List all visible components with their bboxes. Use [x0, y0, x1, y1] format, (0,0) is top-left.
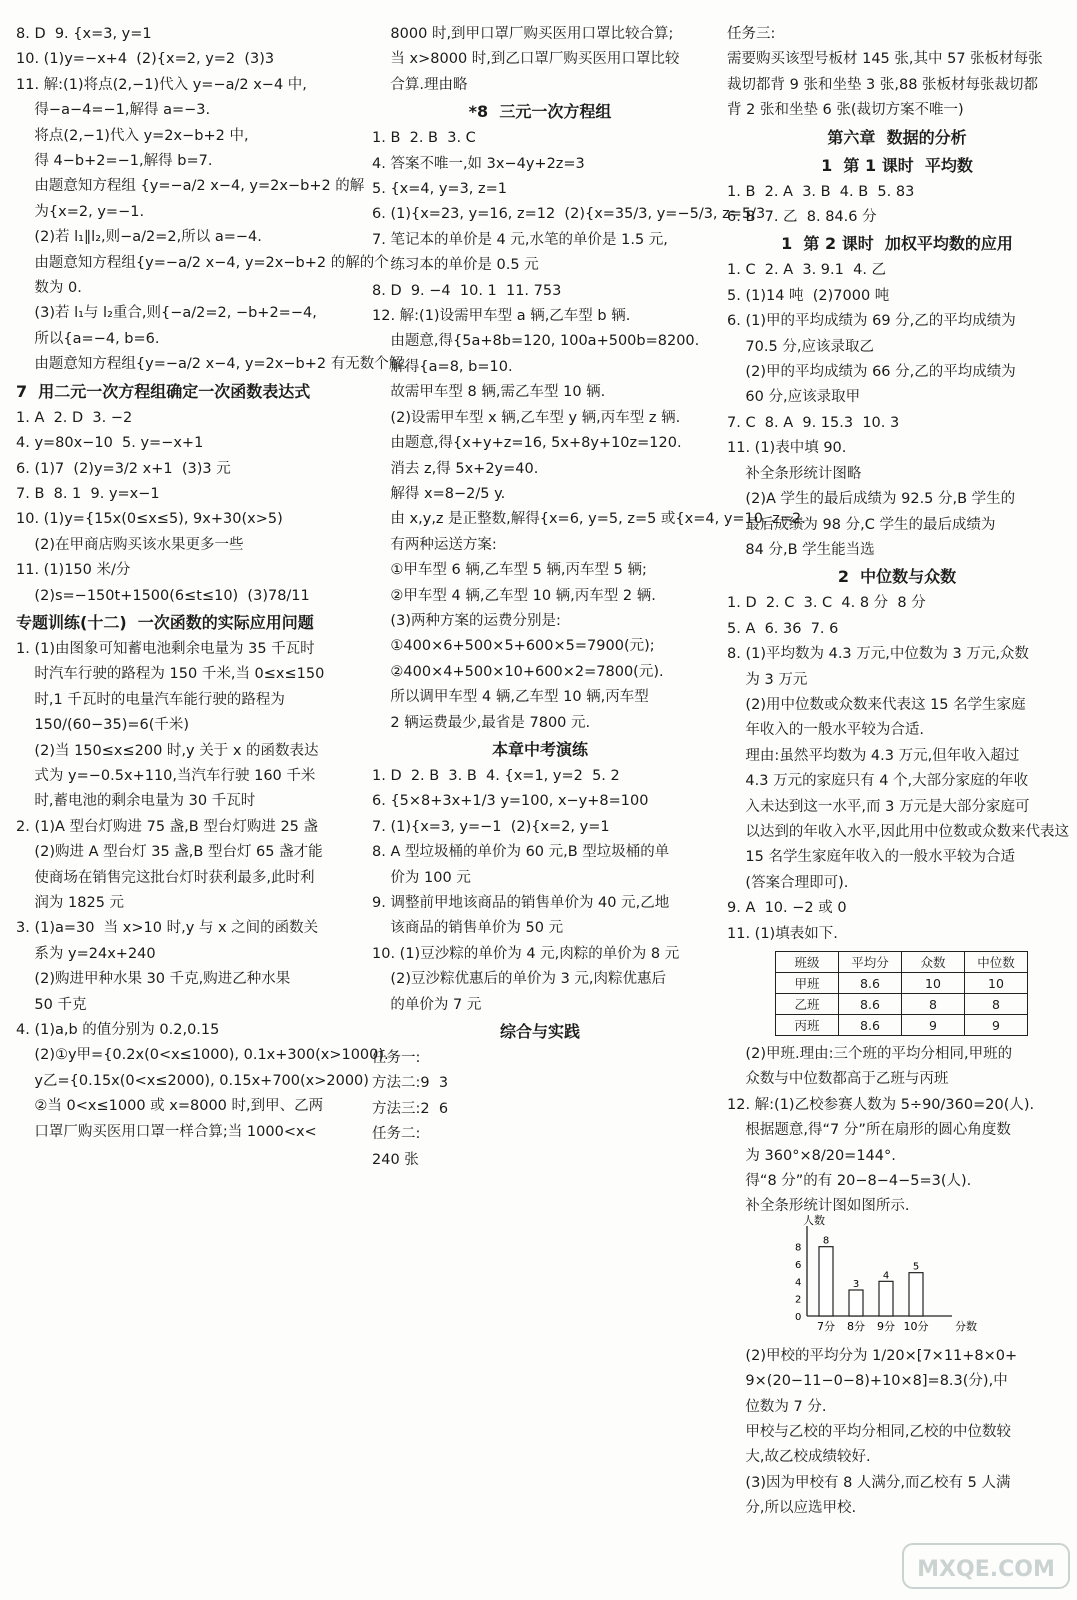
table-cell: 9 — [965, 1015, 1028, 1036]
answer-line: 由题意,得{x+y+z=16, 5x+8y+10z=120. — [372, 435, 682, 452]
section-heading: 本章中考演练 — [491, 739, 588, 759]
answer-line: 8. (1)平均数为 4.3 万元,中位数为 3 万元,众数 — [727, 646, 1029, 663]
answer-line: 1. D 2. B 3. B 4. {x=1, y=2 5. 2 — [372, 767, 620, 784]
answer-line: 故需甲车型 8 辆,需乙车型 10 辆. — [372, 384, 606, 401]
answer-line: 1. D 2. C 3. C 4. 8 分 8 分 — [727, 595, 926, 612]
svg-text:MXQE.COM: MXQE.COM — [917, 1557, 1055, 1582]
answer-line: 8000 时,到甲口罩厂购买医用口罩比较合算; — [372, 26, 674, 42]
answer-line: 由题意知方程组 {y=−a/2 x−4, y=2x−b+2 的解 — [16, 178, 365, 195]
answer-line: (2)若 l₁∥l₂,则−a/2=2,所以 a=−4. — [16, 229, 262, 246]
answer-line: 7. C 8. A 9. 15.3 10. 3 — [727, 414, 900, 431]
answer-line: 1. (1)由图象可知蓄电池剩余电量为 35 千瓦时 — [16, 640, 315, 657]
answer-line: y乙={0.15x(0<x≤2000), 0.15x+700(x>2000) — [16, 1072, 369, 1089]
answer-line: 7. 笔记本的单价是 4 元,水笔的单价是 1.5 元, — [372, 231, 668, 248]
answer-line: 4.3 万元的家庭只有 4 个,大部分家庭的年收 — [727, 773, 1029, 790]
answer-line: 练习本的单价是 0.5 元 — [372, 257, 539, 274]
answer-line: 由题意知方程组{y=−a/2 x−4, y=2x−b+2 的解的个 — [16, 254, 389, 271]
answer-line: 补全条形统计图略 — [727, 465, 862, 482]
answer-line: 时,1 千瓦时的电量汽车能行驶的路程为 — [16, 691, 285, 708]
answer-line: 84 分,B 学生能当选 — [727, 541, 875, 558]
answer-line: 3. (1)a=30 当 x>10 时,y 与 x 之间的函数关 — [16, 920, 319, 937]
answer-line: 使商场在销售完这批台灯时获利最多,此时利 — [16, 869, 315, 886]
answer-line: 系为 y=24x+240 — [16, 945, 156, 962]
bar-chart — [785, 1213, 977, 1336]
answer-line: 得 4−b+2=−1,解得 b=7. — [16, 153, 213, 170]
answer-line: 合算.理由略 — [372, 76, 468, 93]
section-heading: 1 第 2 课时 加权平均数的应用 — [781, 234, 1013, 254]
answer-line: 任务一: — [372, 1050, 421, 1067]
answer-line: 得“8 分”的有 20−8−4−5=3(人). — [727, 1173, 972, 1190]
answer-line: 任务三: — [727, 26, 776, 42]
answer-line: 5. (1)14 吨 (2)7000 吨 — [727, 287, 890, 304]
answer-line: 时,蓄电池的剩余电量为 30 千瓦时 — [16, 793, 256, 810]
answer-line: 的单价为 7 元 — [372, 996, 482, 1013]
answer-line: 8. A 型垃圾桶的单价为 60 元,B 型垃圾桶的单 — [372, 844, 670, 861]
answer-line: 将点(2,−1)代入 y=2x−b+2 中, — [16, 127, 249, 144]
answer-line: (2)在甲商店购买该水果更多一些 — [16, 536, 244, 553]
answer-line: 众数与中位数都高于乙班与丙班 — [727, 1071, 949, 1088]
answer-line: 15 名学生家庭年收入的一般水平较为合适 — [727, 849, 1015, 866]
answer-line: 12. 解:(1)乙校参赛人数为 5÷90/360=20(人). — [727, 1096, 1035, 1113]
answer-line: 9. A 10. −2 或 0 — [727, 900, 847, 917]
section-heading: 7 用二元一次方程组确定一次函数表达式 — [16, 381, 311, 401]
answer-line: (2)用中位数或众数来代表这 15 名学生家庭 — [727, 696, 1026, 713]
answer-line: ①甲车型 6 辆,乙车型 5 辆,丙车型 5 辆; — [372, 562, 647, 579]
answer-line: 60 分,应该录取甲 — [727, 389, 861, 406]
answer-line: 为{x=2, y=−1. — [16, 203, 145, 220]
table-cell: 8 — [902, 994, 965, 1015]
answer-line: 时汽车行驶的路程为 150 千米,当 0≤x≤150 — [16, 666, 325, 683]
section-heading: 1 第 1 课时 平均数 — [821, 155, 973, 175]
x-tick-label: 9分 — [877, 1319, 895, 1333]
bar — [879, 1281, 893, 1316]
answer-line: 分,所以应选甲校. — [727, 1500, 857, 1517]
table-row — [776, 1015, 1028, 1036]
answer-line: 11. (1)表中填 90. — [727, 440, 847, 457]
answer-line: (3)若 l₁与 l₂重合,则{−a/2=2, −b+2=−4, — [16, 305, 317, 322]
table-row — [776, 973, 1028, 994]
answer-line: 该商品的销售单价为 50 元 — [372, 920, 564, 937]
answer-line: 11. 解:(1)将点(2,−1)代入 y=−a/2 x−4 中, — [16, 76, 307, 93]
column-right-top — [727, 22, 1070, 947]
table-cell: 丙班 — [776, 1015, 839, 1036]
answer-line: 8. D 9. {x=3, y=1 — [16, 26, 152, 42]
answer-line: 10. (1)豆沙粽的单价为 4 元,肉粽的单价为 8 元 — [372, 945, 680, 962]
answer-line: (2)s=−150t+1500(6≤t≤10) (3)78/11 — [16, 587, 310, 604]
answer-line: 为 3 万元 — [727, 671, 808, 688]
answer-line: 方法二:9 3 — [372, 1075, 449, 1092]
answer-line: 以达到的年收入水平,因此用中位数或众数来代表这 — [727, 823, 1070, 840]
table-row — [776, 994, 1028, 1015]
answer-line: (2)A 学生的最后成绩为 92.5 分,B 学生的 — [727, 491, 1016, 508]
answer-line: ②400×4+500×10+600×2=7800(元). — [372, 663, 664, 680]
answer-line: 背 2 张和坐垫 6 张(裁切方案不唯一) — [727, 102, 964, 119]
answer-line: 6. {5×8+3x+1/3 y=100, x−y+8=100 — [372, 793, 649, 810]
y-tick-label: 6 — [795, 1259, 802, 1271]
data-label: 8 — [822, 1235, 830, 1247]
answer-line: 7. (1){x=3, y=−1 (2){x=2, y=1 — [372, 818, 610, 835]
y-tick-label: 2 — [795, 1294, 802, 1306]
table-cell: 甲班 — [776, 973, 839, 994]
answer-line: 10. (1)y={15x(0≤x≤5), 9x+30(x>5) — [16, 511, 283, 528]
data-label: 3 — [852, 1278, 860, 1290]
table-cell: 8.6 — [839, 973, 902, 994]
answer-line: 当 x>8000 时,到乙口罩厂购买医用口罩比较 — [372, 51, 680, 68]
answer-line: 2 辆运费最少,最省是 7800 元. — [372, 714, 591, 731]
answer-line: 6. B 7. 乙 8. 84.6 分 — [727, 209, 877, 226]
answer-line: 4. (1)a,b 的值分别为 0.2,0.15 — [16, 1022, 220, 1039]
answer-line: 所以{a=−4, b=6. — [16, 330, 160, 347]
answer-line: 年收入的一般水平较为合适. — [727, 722, 925, 739]
section-heading: 综合与实践 — [499, 1022, 580, 1042]
answer-line: 12. 解:(1)设需甲车型 a 辆,乙车型 b 辆. — [372, 308, 631, 325]
answer-line: 6. (1)甲的平均成绩为 69 分,乙的平均成绩为 — [727, 313, 1016, 330]
column-right-bottom — [727, 1344, 1067, 1522]
answer-line: 入未达到这一水平,而 3 万元是大部分家庭可 — [727, 798, 1030, 815]
answer-line: 7. B 8. 1 9. y=x−1 — [16, 485, 160, 502]
table-header-cell: 班级 — [776, 952, 839, 973]
table-cell: 8.6 — [839, 1015, 902, 1036]
table-cell: 9 — [902, 1015, 965, 1036]
answer-line: 6. (1)7 (2)y=3/2 x+1 (3)3 元 — [16, 460, 231, 477]
answer-line: 甲校与乙校的平均分相同,乙校的中位数较 — [727, 1424, 1012, 1441]
table-cell: 10 — [902, 973, 965, 994]
answer-line: 补全条形统计图如图所示. — [727, 1198, 910, 1215]
answer-line: 口罩厂购买医用口罩一样合算;当 1000<x< — [16, 1123, 317, 1140]
table-header-row — [776, 952, 1028, 973]
answer-line: 10. (1)y=−x+4 (2){x=2, y=2 (3)3 — [16, 51, 275, 68]
answer-line: 由 x,y,z 是正整数,解得{x=6, y=5, z=5 或{x=4, y=10, z=2. — [372, 511, 806, 528]
answer-line: 数为 0. — [16, 280, 82, 297]
answer-line: 为 360°×8/20=144°. — [727, 1147, 896, 1164]
answer-line: ②甲车型 4 辆,乙车型 10 辆,丙车型 2 辆. — [372, 587, 656, 604]
answer-line: 240 张 — [372, 1151, 419, 1168]
answer-line: 5. {x=4, y=3, z=1 — [372, 181, 508, 198]
answer-line: (2)设需甲车型 x 辆,乙车型 y 辆,丙车型 z 辆. — [372, 409, 681, 426]
answer-line: 解得{a=8, b=10. — [372, 358, 513, 375]
data-label: 5 — [912, 1261, 920, 1273]
answer-line: 得−a−4=−1,解得 a=−3. — [16, 102, 211, 119]
x-tick-label: 7分 — [817, 1319, 835, 1333]
answer-line: 理由:虽然平均数为 4.3 万元,但年收入超过 — [727, 747, 1020, 764]
answer-line: 9×(20−11−0−8)+10×8]=8.3(分),中 — [727, 1373, 1008, 1390]
answer-line: 5. A 6. 36 7. 6 — [727, 620, 839, 637]
column-right-mid — [727, 1042, 1067, 1220]
answer-line: 式为 y=−0.5x+110,当汽车行驶 160 千米 — [16, 767, 316, 784]
answer-line: 150/(60−35)=6(千米) — [16, 717, 190, 734]
answer-line: 11. (1)150 米/分 — [16, 562, 131, 579]
answer-line: 4. 答案不唯一,如 3x−4y+2z=3 — [372, 155, 585, 172]
section-heading: 2 中位数与众数 — [837, 567, 957, 587]
answer-line: 方法三:2 6 — [372, 1100, 449, 1117]
watermark-logo — [901, 1538, 1071, 1594]
table-cell: 8 — [965, 994, 1028, 1015]
answer-line: 最后成绩为 98 分,C 学生的最后成绩为 — [727, 516, 996, 533]
table-header-cell: 平均分 — [839, 952, 902, 973]
answer-line: 1. B 2. B 3. C — [372, 130, 476, 147]
answer-line: 由题意知方程组{y=−a/2 x−4, y=2x−b+2 有无数个解. — [16, 356, 408, 373]
section-heading: 专题训练(十二) 一次函数的实际应用问题 — [16, 612, 314, 632]
answer-line: 需要购买该型号板材 145 张,其中 57 张板材每张 — [727, 51, 1043, 68]
score-table — [775, 951, 1028, 1036]
answer-line: ②当 0<x≤1000 或 x=8000 时,到甲、乙两 — [16, 1098, 324, 1115]
answer-line: 2. (1)A 型台灯购进 75 盏,B 型台灯购进 25 盏 — [16, 818, 319, 835]
y-tick-label: 0 — [795, 1311, 802, 1323]
answer-line: (3)两种方案的运费分别是: — [372, 612, 561, 629]
answer-line: (3)因为甲校有 8 人满分,而乙校有 5 人满 — [727, 1474, 1011, 1491]
answer-line: 4. y=80x−10 5. y=−x+1 — [16, 435, 204, 452]
table-header-cell: 众数 — [902, 952, 965, 973]
x-tick-label: 8分 — [847, 1319, 865, 1333]
answer-line: (2)豆沙粽优惠后的单价为 3 元,肉粽优惠后 — [372, 971, 667, 988]
answer-line: 6. (1){x=23, y=16, z=12 (2){x=35/3, y=−5/3, z=5/3 — [372, 206, 766, 223]
answer-line: 消去 z,得 5x+2y=40. — [372, 460, 539, 477]
answer-line: (2)购进甲种水果 30 千克,购进乙种水果 — [16, 971, 291, 988]
answer-line: 1. C 2. A 3. 9.1 4. 乙 — [727, 262, 887, 279]
table-cell: 10 — [965, 973, 1028, 994]
answer-line: 位数为 7 分. — [727, 1398, 827, 1415]
y-tick-label: 8 — [795, 1242, 802, 1254]
data-label: 4 — [882, 1270, 890, 1282]
answer-line: 解得 x=8−2/5 y. — [372, 485, 506, 502]
answer-line: 1. A 2. D 3. −2 — [16, 409, 133, 426]
bar — [849, 1290, 863, 1316]
answer-line: 任务二: — [372, 1126, 421, 1143]
answer-line: 有两种运送方案: — [372, 536, 497, 553]
answer-line: 11. (1)填表如下. — [727, 925, 838, 942]
answer-line: 裁切都背 9 张和坐垫 3 张,88 张板材每张裁切都 — [727, 76, 1039, 93]
answer-line: 1. B 2. A 3. B 4. B 5. 83 — [727, 183, 915, 200]
answer-line: 9. 调整前甲地该商品的销售单价为 40 元,乙地 — [372, 895, 670, 911]
answer-line: 润为 1825 元 — [16, 895, 125, 911]
section-heading: *8 三元一次方程组 — [468, 102, 612, 122]
table-header-cell: 中位数 — [965, 952, 1028, 973]
bar — [819, 1247, 833, 1316]
answer-line: (2)甲的平均成绩为 66 分,乙的平均成绩为 — [727, 364, 1016, 381]
answer-line: 价为 100 元 — [372, 869, 471, 886]
y-tick-label: 4 — [795, 1277, 802, 1289]
table-cell: 8.6 — [839, 994, 902, 1015]
answer-line: (2)购进 A 型台灯 35 盏,B 型台灯 65 盏才能 — [16, 844, 323, 861]
answer-line: (2)①y甲={0.2x(0<x≤1000), 0.1x+300(x>1000). — [16, 1047, 389, 1064]
answer-line: 大,故乙校成绩较好. — [727, 1449, 871, 1466]
section-heading: 第六章 数据的分析 — [827, 127, 967, 147]
answer-line: (2)甲校的平均分为 1/20×[7×11+8×0+ — [727, 1347, 1018, 1364]
answer-line: (2)甲班.理由:三个班的平均分相同,甲班的 — [727, 1046, 1013, 1062]
answer-line: 8. D 9. −4 10. 1 11. 753 — [372, 282, 562, 299]
table-cell: 乙班 — [776, 994, 839, 1015]
bar — [909, 1273, 923, 1316]
answer-line: 由题意,得{5a+8b=120, 100a+500b=8200. — [372, 333, 700, 350]
answer-line: 根据题意,得“7 分”所在扇形的圆心角度数 — [727, 1122, 1011, 1139]
answer-line: (答案合理即可). — [727, 874, 849, 891]
answer-line: 50 千克 — [16, 996, 87, 1013]
answer-line: ①400×6+500×5+600×5=7900(元); — [372, 638, 655, 655]
y-axis-label: 人数 — [803, 1213, 825, 1227]
column-right — [727, 22, 1070, 1522]
answer-line: 70.5 分,应该录取乙 — [727, 338, 874, 355]
x-axis-label: 分数 — [955, 1319, 977, 1333]
answer-line: 所以调甲车型 4 辆,乙车型 10 辆,丙车型 — [372, 689, 649, 706]
x-tick-label: 10分 — [903, 1319, 929, 1333]
answer-line: (2)当 150≤x≤200 时,y 关于 x 的函数表达 — [16, 742, 319, 759]
